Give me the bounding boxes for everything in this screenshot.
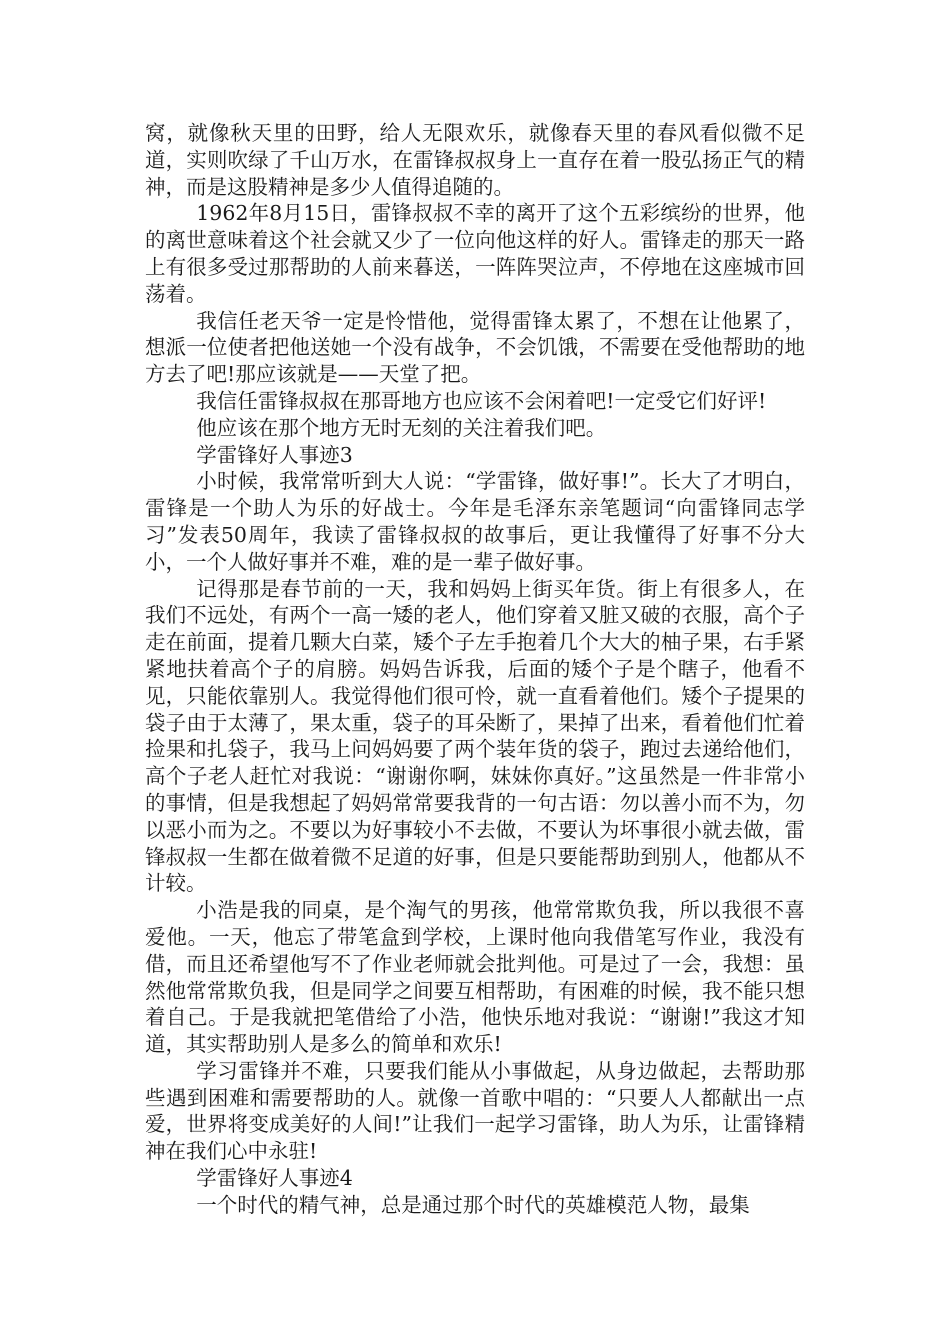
paragraph-xiaohao: 小浩是我的同桌，是个淘气的男孩，他常常欺负我，所以我很不喜爱他。一天，他忘了带笔盒到学校，上课时他向我借笔写作业，我没有借，而且还希望他写不了作业老师就会批判他。可是过了一会，我想：虽然他常常欺负我，但是同学之间要互相帮助，有困难的时候，我不能只想着自己。于是我就把笔借给了小浩，他快乐地对我说：“谢谢!”我这才知道，其实帮助别人是多么的简单和欢乐! — [145, 898, 805, 1057]
paragraph-learning-leifeng: 学习雷锋并不难，只要我们能从小事做起，从身边做起，去帮助那些遇到困难和需要帮助的人。就像一首歌中唱的：“只要人人都献出一点爱，世界将变成美好的人间!”让我们一起学习雷锋，助人为乐，让雷锋精神在我们心中永驻! — [145, 1058, 805, 1164]
section-heading-4: 学雷锋好人事迹4 — [196, 1166, 353, 1191]
paragraph-heaven: 我信任老天爷一定是怜惜他，觉得雷锋太累了，不想在让他累了，想派一位使者把他送她一个没有战争，不会饥饿，不需要在受他帮助的地方去了吧!那应该就是——天堂了把。 — [145, 308, 805, 387]
paragraph-watching-us: 他应该在那个地方无时无刻的关注着我们吧。 — [196, 415, 607, 440]
paragraph-not-idle: 我信任雷锋叔叔在那哥地方也应该不会闲着吧!一定受它们好评! — [196, 388, 767, 413]
document-body — [145, 120, 805, 1219]
paragraph-spring-festival: 记得那是春节前的一天，我和妈妈上街买年货。街上有很多人，在我们不远处，有两个一高一矮的老人，他们穿着又脏又破的衣服，高个子走在前面，提着几颗大白菜，矮个子左手抱着几个大大的柚子果，右手紧紧地扶着高个子的肩膀。妈妈告诉我，后面的矮个子是个瞎子，他看不见，只能依靠别人。我觉得他们很可怜，就一直看着他们。矮个子提果的袋子由于太薄了，果太重，袋子的耳朵断了，果掉了出来，看着他们忙着捡果和扎袋子，我马上问妈妈要了两个装年货的袋子，跑过去递给他们，高个子老人赶忙对我说：“谢谢你啊，妹妹你真好。”这虽然是一件非常小的事情，但是我想起了妈妈常常要我背的一句古语：勿以善小而不为，勿以恶小而为之。不要以为好事较小不去做，不要认为坏事很小就去做，雷锋叔叔一生都在做着微不足道的好事，但是只要能帮助到别人，他都从不计较。 — [145, 576, 805, 896]
paragraph-childhood: 小时候，我常常听到大人说：“学雷锋，做好事!”。长大了才明白，雷锋是一个助人为乐的好战士。今年是毛泽东亲笔题词“向雷锋同志学习”发表50周年，我读了雷锋叔叔的故事后，更让我懂得了好事不分大小，一个人做好事并不难，难的是一辈子做好事。 — [145, 469, 805, 574]
section-heading-3: 学雷锋好人事迹3 — [196, 442, 353, 467]
paragraph-continuation: 窝，就像秋天里的田野，给人无限欢乐，就像春天里的春风看似微不足道，实则吹绿了千山万水，在雷锋叔叔身上一直存在着一股弘扬正气的精神，而是这股精神是多少人值得追随的。 — [145, 121, 805, 199]
paragraph-era-spirit: 一个时代的精气神，总是通过那个时代的英雄模范人物，最集 — [196, 1192, 750, 1217]
paragraph-leifeng-death: 1962年8月15日，雷锋叔叔不幸的离开了这个五彩缤纷的世界，他的离世意味着这个社会就又少了一位向他这样的好人。雷锋走的那天一路上有很多受过那帮助的人前来暮送，一阵阵哭泣声，不停地在这座城市回荡着。 — [145, 201, 805, 306]
